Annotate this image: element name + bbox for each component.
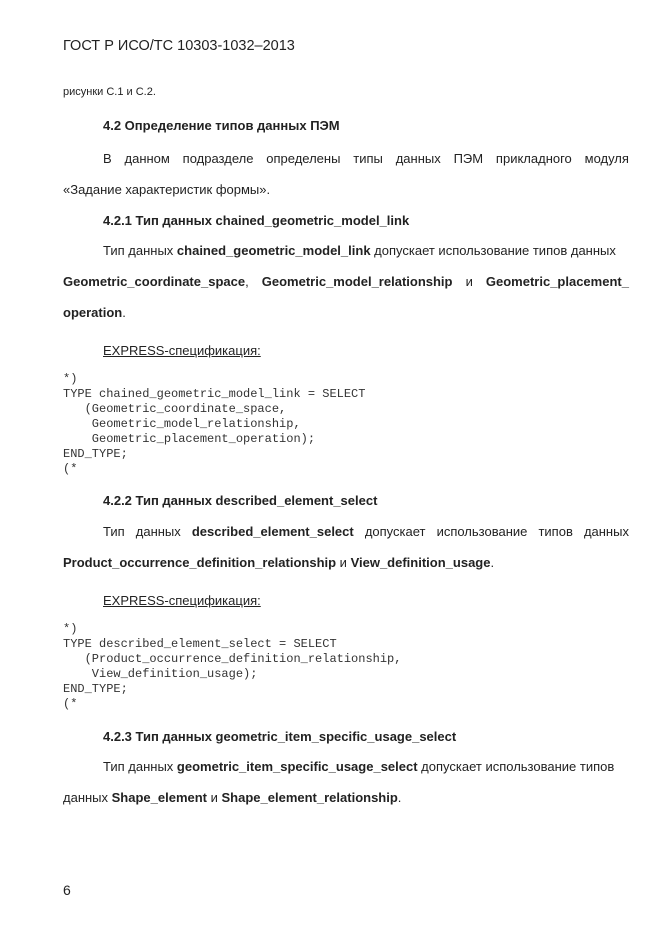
section-4-2-paragraph-line1 xyxy=(103,151,629,166)
section-4-2-heading: 4.2 Определение типов данных ПЭМ xyxy=(103,118,340,133)
type-name: Geometric_coordinate_space xyxy=(63,274,246,289)
section-4-2-2-paragraph-line1 xyxy=(103,524,629,539)
text: данных xyxy=(63,790,112,805)
word: данных xyxy=(135,524,181,539)
section-4-2-3-heading: 4.2.3 Тип данных geometric_item_specific_usage_select xyxy=(103,729,457,744)
express-code-block: *) TYPE described_element_select = SELECT (Product_occurrence_definition_relationship, View_definition_usage); END_TYPE; (* xyxy=(63,622,402,711)
section-4-2-3-paragraph-line2 xyxy=(63,790,401,805)
section-4-2-1-heading: 4.2.1 Тип данных chained_geometric_model_link xyxy=(103,213,410,228)
punctuation: . xyxy=(490,555,495,570)
document-header: ГОСТ Р ИСО/ТС 10303-1032–2013 xyxy=(63,38,295,54)
type-name: Shape_element_relationship xyxy=(221,790,398,805)
section-4-2-3-paragraph-line1 xyxy=(103,759,614,774)
word: подразделе xyxy=(182,151,254,166)
word: типы xyxy=(353,151,383,166)
punctuation: . xyxy=(397,790,402,805)
text: Тип данных xyxy=(103,759,177,774)
conjunction: и xyxy=(465,274,473,289)
word: данных xyxy=(583,524,629,539)
word: данных xyxy=(395,151,441,166)
text: Тип данных xyxy=(103,243,177,258)
word: модуля xyxy=(584,151,629,166)
type-name: Shape_element xyxy=(111,790,208,805)
type-name: operation xyxy=(63,305,123,320)
word: определены xyxy=(266,151,341,166)
word: данном xyxy=(124,151,170,166)
word: допускает xyxy=(364,524,426,539)
type-name: Geometric_model_relationship xyxy=(261,274,453,289)
section-4-2-1-paragraph-line1 xyxy=(103,243,616,258)
text: и xyxy=(207,790,222,805)
type-group xyxy=(63,274,249,289)
word: ПЭМ xyxy=(453,151,484,166)
type-name: described_element_select xyxy=(191,524,354,539)
express-spec-label: EXPRESS-спецификация: xyxy=(103,343,261,358)
word: типов xyxy=(538,524,573,539)
type-name: chained_geometric_model_link xyxy=(176,243,371,258)
punctuation: , xyxy=(245,274,249,289)
section-4-2-1-paragraph-line3 xyxy=(63,305,126,320)
punctuation: . xyxy=(122,305,126,320)
section-4-2-1-paragraph-line2 xyxy=(63,274,629,289)
word: В xyxy=(103,151,112,166)
page-number: 6 xyxy=(63,882,71,898)
type-name: View_definition_usage xyxy=(350,555,491,570)
text: допускает использование типов данных xyxy=(370,243,616,258)
section-4-2-2-paragraph-line2 xyxy=(63,555,494,570)
express-code-block: *) TYPE chained_geometric_model_link = SELECT (Geometric_coordinate_space, Geometric_model_relationship, Geometric_placement_operation); END_TYPE; (* xyxy=(63,372,366,476)
section-4-2-paragraph-line2: «Задание характеристик формы». xyxy=(63,182,271,197)
word: Тип xyxy=(103,524,125,539)
type-name: Product_occurrence_definition_relationship xyxy=(63,555,337,570)
word: использование xyxy=(436,524,528,539)
section-4-2-2-heading: 4.2.2 Тип данных described_element_select xyxy=(103,493,378,508)
text: допускает использование типов xyxy=(417,759,615,774)
type-name: Geometric_placement_ xyxy=(485,274,629,289)
word: прикладного xyxy=(495,151,572,166)
intro-text: рисунки С.1 и С.2. xyxy=(63,86,156,98)
text: и xyxy=(336,555,351,570)
type-name: geometric_item_specific_usage_select xyxy=(176,759,418,774)
express-spec-label: EXPRESS-спецификация: xyxy=(103,593,261,608)
